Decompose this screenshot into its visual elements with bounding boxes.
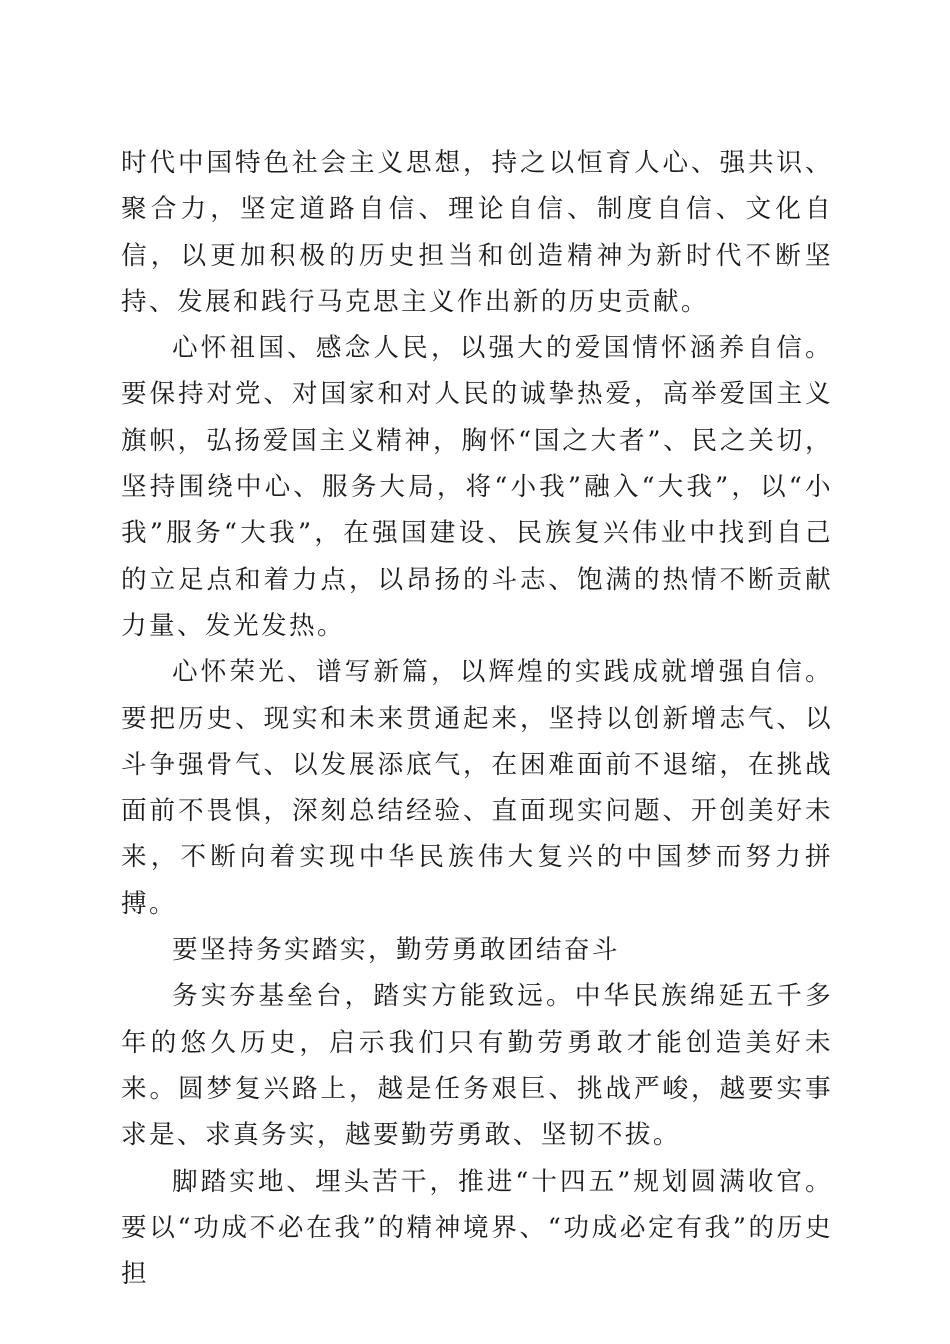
document-body	[121, 140, 833, 1297]
paragraph-patriotism: 心怀祖国、感念人民，以强大的爱国情怀涵养自信。要保持对党、对国家和对人民的诚挚热爱，高举爱国主义旗帜，弘扬爱国主义精神，胸怀“国之大者”、民之关切，坚持围绕中心、服务大局，将“小我”融入“大我”，以“小我”服务“大我”，在强国建设、民族复兴伟业中找到自己的立足点和着力点，以昂扬的斗志、饱满的热情不断贡献力量、发光发热。	[121, 333, 833, 641]
paragraph-fourteenth-plan: 脚踏实地、埋头苦干，推进“十四五”规划圆满收官。要以“功成不必在我”的精神境界、“功成必定有我”的历史担	[121, 1166, 833, 1290]
paragraph-pragmatism: 务实夯基垒台，踏实方能致远。中华民族绵延五千多年的悠久历史，启示我们只有勤劳勇敢才能创造美好未来。圆梦复兴路上，越是任务艰巨、挑战严峻，越要实事求是、求真务实，越要勤劳勇敢、坚韧不拔。	[121, 981, 833, 1151]
paragraph-achievements: 心怀荣光、谱写新篇，以辉煌的实践成就增强自信。要把历史、现实和未来贯通起来，坚持以创新增志气、以斗争强骨气、以发展添底气，在困难面前不退缩，在挑战面前不畏惧，深刻总结经验、直面现实问题、开创美好未来，不断向着实现中华民族伟大复兴的中国梦而努力拼搏。	[121, 657, 833, 919]
section-heading: 要坚持务实踏实，勤劳勇敢团结奋斗	[172, 935, 620, 966]
paragraph-continuation: 时代中国特色社会主义思想，持之以恒育人心、强共识、聚合力，坚定道路自信、理论自信、制度自信、文化自信，以更加积极的历史担当和创造精神为新时代不断坚持、发展和践行马克思主义作出新的历史贡献。	[121, 148, 833, 317]
